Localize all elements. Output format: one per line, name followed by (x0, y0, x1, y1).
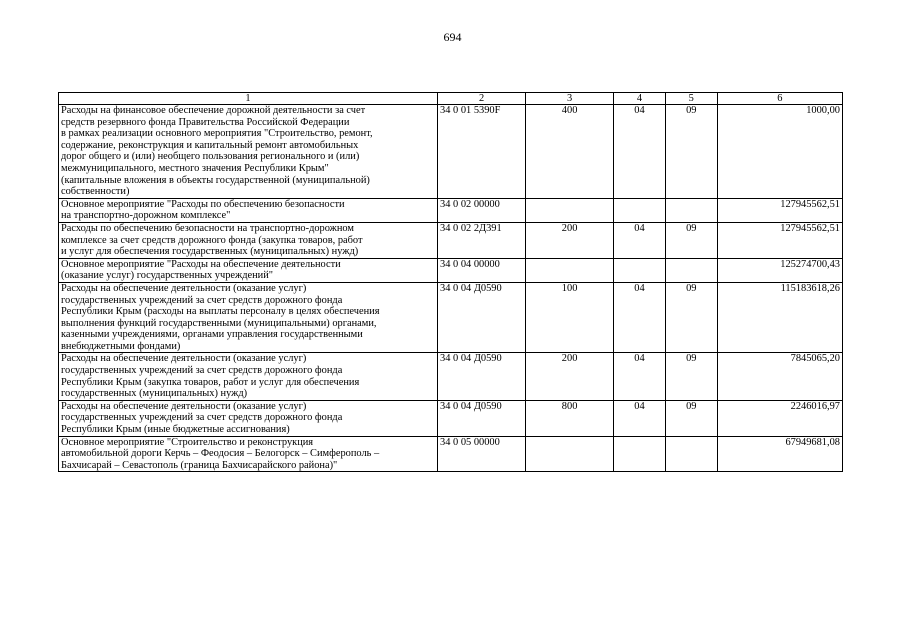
row-subsection (665, 198, 717, 222)
column-header: 4 (614, 93, 666, 105)
row-name: Основное мероприятие "Расходы по обеспечению безопасности на транспортно-дорожном комплексе" (59, 198, 438, 222)
row-name: Расходы на обеспечение деятельности (оказание услуг) государственных учреждений за счет средств дорожного фонда Республики Крым (расходы на выплаты персоналу в целях обеспечения выполнения функций государственными (муниципальными) органами, казенными учреждениями, органами управления государственными внебюджетными фондами) (59, 282, 438, 353)
table-row (59, 258, 843, 282)
column-header: 5 (665, 93, 717, 105)
page-number: 694 (443, 30, 462, 44)
row-name: Основное мероприятие "Строительство и реконструкция автомобильной дороги Керчь – Феодосия – Белогорск – Симферополь – Бахчисарай – Севастополь (граница Бахчисарайского района)" (59, 436, 438, 472)
header-row (59, 93, 843, 105)
row-target-code: 34 0 04 Д0590 (438, 400, 526, 436)
row-expense-type: 800 (526, 400, 614, 436)
row-name: Расходы на обеспечение деятельности (оказание услуг) государственных учреждений за счет средств дорожного фонда Республики Крым (закупка товаров, работ и услуг для обеспечения государственных (муниципальных) нужд) (59, 353, 438, 400)
row-section (614, 436, 666, 472)
row-name: Расходы на обеспечение деятельности (оказание услуг) государственных учреждений за счет средств дорожного фонда Республики Крым (иные бюджетные ассигнования) (59, 400, 438, 436)
row-section (614, 258, 666, 282)
row-expense-type: 100 (526, 282, 614, 353)
row-target-code: 34 0 04 Д0590 (438, 282, 526, 353)
row-section: 04 (614, 282, 666, 353)
row-name: Расходы по обеспечению безопасности на транспортно-дорожном комплексе за счет средств дорожного фонда (закупка товаров, работ и услуг для обеспечения государственных (муниципальных) нужд) (59, 222, 438, 258)
row-sum: 7845065,20 (717, 353, 842, 400)
row-expense-type (526, 258, 614, 282)
row-subsection: 09 (665, 282, 717, 353)
row-target-code: 34 0 01 5390F (438, 105, 526, 199)
row-section: 04 (614, 400, 666, 436)
row-subsection: 09 (665, 222, 717, 258)
table-row (59, 400, 843, 436)
row-section: 04 (614, 222, 666, 258)
row-subsection (665, 258, 717, 282)
row-expense-type (526, 436, 614, 472)
row-target-code: 34 0 04 Д0590 (438, 353, 526, 400)
row-subsection: 09 (665, 400, 717, 436)
row-sum: 2246016,97 (717, 400, 842, 436)
row-subsection: 09 (665, 353, 717, 400)
column-header: 3 (526, 93, 614, 105)
row-subsection (665, 436, 717, 472)
row-target-code: 34 0 02 2Д391 (438, 222, 526, 258)
table-row (59, 353, 843, 400)
row-sum: 1000,00 (717, 105, 842, 199)
column-header: 2 (438, 93, 526, 105)
table-row (59, 436, 843, 472)
row-section: 04 (614, 353, 666, 400)
row-name: Основное мероприятие "Расходы на обеспечение деятельности (оказание услуг) государственных учреждений" (59, 258, 438, 282)
row-expense-type (526, 198, 614, 222)
row-expense-type: 400 (526, 105, 614, 199)
row-section (614, 198, 666, 222)
column-header: 6 (717, 93, 842, 105)
row-sum: 127945562,51 (717, 222, 842, 258)
budget-table (58, 92, 843, 472)
row-subsection: 09 (665, 105, 717, 199)
column-header: 1 (59, 93, 438, 105)
row-target-code: 34 0 04 00000 (438, 258, 526, 282)
row-target-code: 34 0 02 00000 (438, 198, 526, 222)
row-sum: 127945562,51 (717, 198, 842, 222)
table-row (59, 282, 843, 353)
row-sum: 67949681,08 (717, 436, 842, 472)
row-sum: 125274700,43 (717, 258, 842, 282)
table-row (59, 198, 843, 222)
table-row (59, 105, 843, 199)
row-expense-type: 200 (526, 222, 614, 258)
row-section: 04 (614, 105, 666, 199)
row-name: Расходы на финансовое обеспечение дорожной деятельности за счет средств резервного фонда Правительства Российской Федерации в рамках реализации основного мероприятия "Строительство, ремонт, содержание, реконструкция и капитальный ремонт автомобильных дорог общего и (или) необщего пользования регионального и (или) межмуниципального, местного значения Республики Крым" (капитальные вложения в объекты государственной (муниципальной) собственности) (59, 105, 438, 199)
row-target-code: 34 0 05 00000 (438, 436, 526, 472)
row-sum: 115183618,26 (717, 282, 842, 353)
table-row (59, 222, 843, 258)
row-expense-type: 200 (526, 353, 614, 400)
